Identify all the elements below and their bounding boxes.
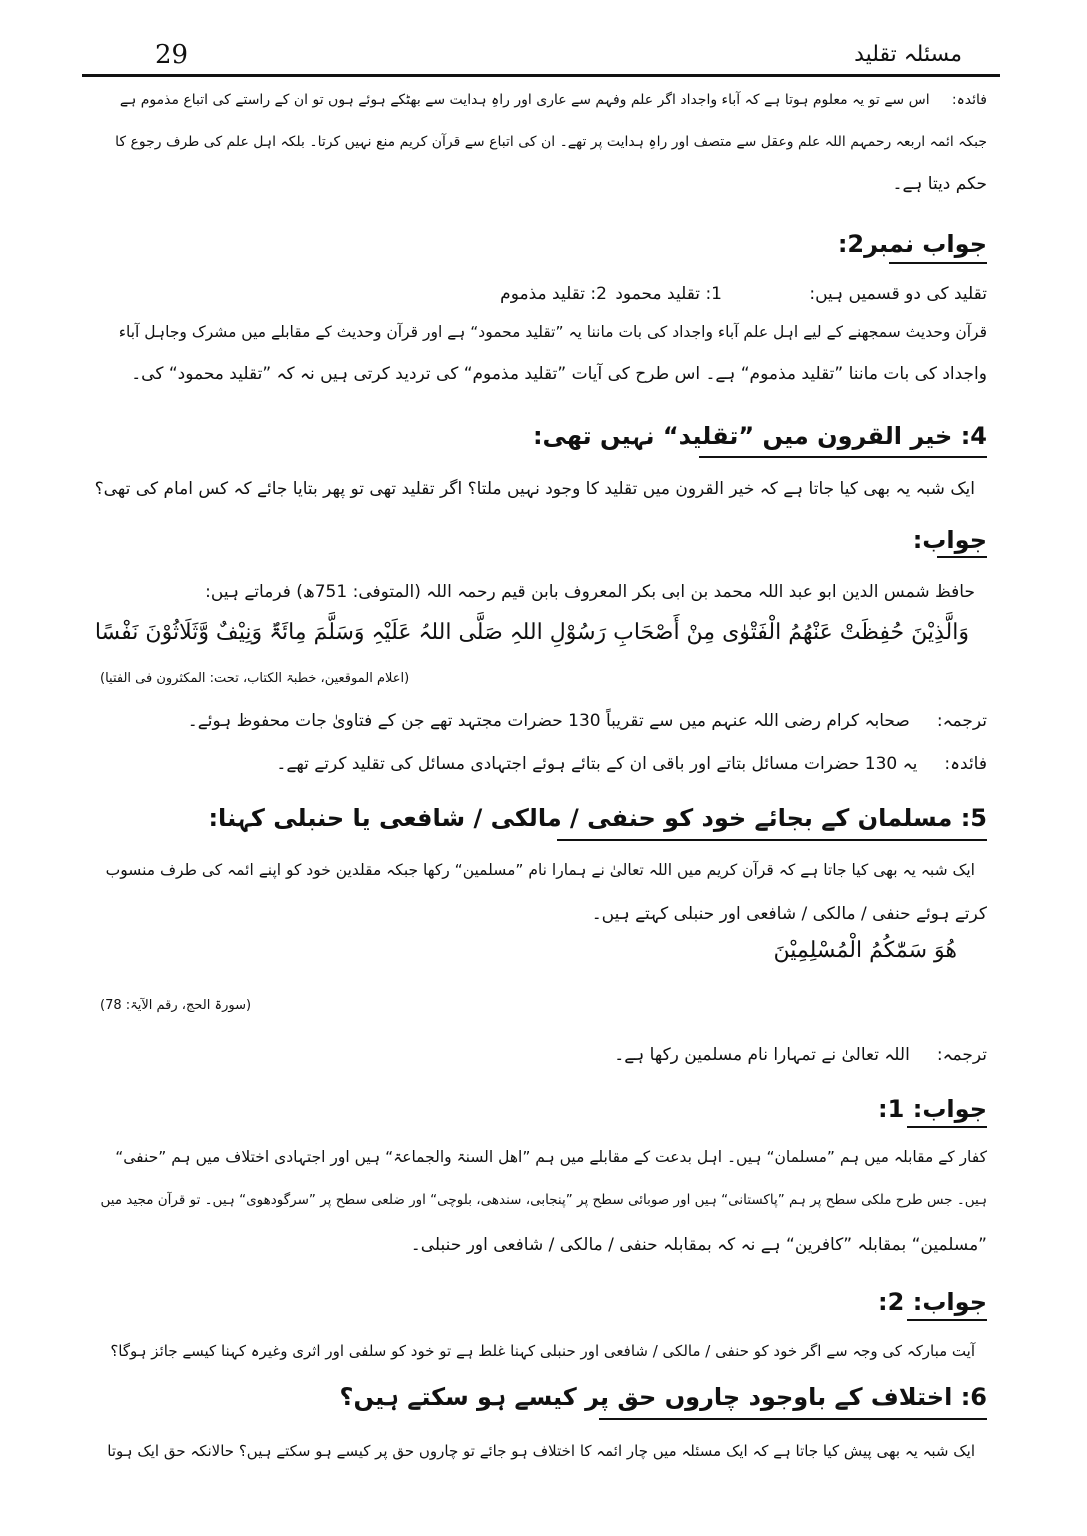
translation-2-row xyxy=(614,1047,987,1064)
answer2-heading: جواب نمبر2: xyxy=(837,230,987,258)
section6-line: ایک شبہ یہ بھی پیش کیا جاتا ہے کہ ایک مسئلہ میں چار ائمہ کا اختلاف ہو جائے تو چاروں حق پر کیسے ہو سکتے ہیں؟ حالانکہ حق ایک ہوتا xyxy=(107,1442,975,1460)
section6-heading: 6: اختلاف کے باوجود چاروں حق پر کیسے ہو سکتے ہیں؟ xyxy=(339,1383,987,1411)
section5-line-2: کرتے ہوئے حنفی / مالکی / شافعی اور حنبلی کہتے ہیں۔ xyxy=(591,904,987,924)
block1-label: فائدہ: xyxy=(951,92,987,108)
type-1: 1: تقلید محمود xyxy=(615,284,722,304)
answer-1-line-2: ہیں۔ جس طرح ملکی سطح پر ہم ”پاکستانی“ ہیں اور صوبائی سطح پر ”پنجابی، سندھی، بلوچی“ اور ضلعی سطح پر ”سرگودھوی“ ہیں۔ تو قرآن مجید میں xyxy=(100,1192,987,1208)
section4-answer-heading: جواب: xyxy=(912,526,987,554)
section4-heading: 4: خیر القرون میں ”تقلید“ نہیں تھی: xyxy=(532,422,987,450)
translation-1-label: ترجمہ: xyxy=(936,711,987,731)
reference-1: (اعلام الموقعین، خطبۃ الکتاب، تحت: المکثرون فی الفتیا) xyxy=(100,671,410,686)
block1-line-1 xyxy=(120,93,987,107)
answer-1-underline xyxy=(907,1126,987,1128)
translation-2-label: ترجمہ: xyxy=(936,1045,987,1065)
answer-2-underline xyxy=(907,1319,987,1321)
section4-underline xyxy=(699,456,987,458)
types-label: تقلید کی دو قسمیں ہیں: xyxy=(809,284,987,304)
answer2-underline xyxy=(889,262,987,264)
note-row xyxy=(276,756,987,773)
answer2-line-1: قرآن وحدیث سمجھنے کے لیے اہل علم آباء واجداد کی بات ماننا یہ ”تقلید محمود“ ہے اور قرآن وحدیث کے مقابلے میں مشرک وجاہل آباء xyxy=(118,323,987,341)
note-label: فائدہ: xyxy=(944,754,987,774)
block1-line-2: جبکہ ائمہ اربعہ رحمہم اللہ علم وعقل سے متصف اور راہِ ہدایت پر تھے۔ ان کی اتباع سے قرآن کریم منع نہیں کرتا۔ بلکہ اہل علم کی طرف رجوع کا xyxy=(115,134,987,150)
arabic-quote-1: وَالَّذِیْنَ حُفِظَتْ عَنْھُمُ الْفَتْوٰی مِنْ أَصْحَابِ رَسُوْلِ اللہِ صَلَّی اللہُ عَلَیْہِ وَسَلَّمَ مِائَۃٌ وَنِیْفٌ وَّثَلَاثُوْنَ نَفْسًا xyxy=(94,620,969,645)
type-2: 2: تقلید مذموم xyxy=(500,284,607,304)
block1-text: اس سے تو یہ معلوم ہوتا ہے کہ آباء واجداد اگر علم وفہم سے عاری اور راہِ ہدایت سے بھٹکے ہوئے ہوں تو ان کے راستے کی اتباع مذموم ہے xyxy=(119,92,930,108)
translation-1-row xyxy=(188,713,987,730)
translation-1-text: صحابہ کرام رضی اللہ عنہم میں سے تقریباً 130 حضرات مجتہد تھے جن کے فتاویٰ جات محفوظ ہوئے۔ xyxy=(187,711,910,731)
answer-2-heading: جواب: 2: xyxy=(878,1288,987,1316)
book-title: مسئلہ تقلید xyxy=(854,42,962,67)
header-rule xyxy=(82,74,1000,77)
note-text: یہ 130 حضرات مسائل بتاتے اور باقی ان کے بتائے ہوئے اجتہادی مسائل کی تقلید کرتے تھے۔ xyxy=(276,754,918,774)
translation-2-text: اللہ تعالیٰ نے تمہارا نام مسلمین رکھا ہے۔ xyxy=(614,1045,910,1065)
section5-line-1: ایک شبہ یہ بھی کیا جاتا ہے کہ قرآن کریم میں اللہ تعالیٰ نے ہمارا نام ”مسلمین“ رکھا جبکہ مقلدین خود کو اپنے ائمہ کی طرف منسوب xyxy=(105,861,975,879)
answer-1-line-1: کفار کے مقابلہ میں ہم ”مسلمان“ ہیں۔ اہل بدعت کے مقابلے میں ہم ”اھل السنۃ والجماعۃ“ ہیں اور اجتہادی اختلاف میں ہم ”حنفی“ xyxy=(115,1148,987,1166)
answer-2-line: آیت مبارکہ کی وجہ سے اگر خود کو حنفی / مالکی / شافعی اور حنبلی کہنا غلط ہے تو خود کو سلفی اور اثری وغیرہ کہنا کیسے جائز ہوگا؟ xyxy=(110,1342,975,1360)
block1-line-3: حکم دیتا ہے۔ xyxy=(892,174,987,194)
section4-answer-underline xyxy=(937,556,987,558)
section4-line: ایک شبہ یہ بھی کیا جاتا ہے کہ خیر القرون میں تقلید کا وجود نہیں ملتا؟ اگر تقلید تھی تو پھر بتایا جائے کہ کس امام کی تھی؟ xyxy=(94,479,975,499)
reference-2: (سورۃ الحج، رقم الآیۃ: 78) xyxy=(100,998,252,1013)
answer-1-line-3: ”مسلمین“ بمقابلہ ”کافرین“ ہے نہ کہ بمقابلہ حنفی / مالکی / شافعی اور حنبلی۔ xyxy=(410,1235,987,1255)
section6-underline xyxy=(599,1418,987,1420)
quote-intro: حافظ شمس الدین ابو عبد اللہ محمد بن ابی بکر المعروف بابن قیم رحمہ اللہ (المتوفی: 751ھ) فرماتے ہیں: xyxy=(205,582,975,602)
section5-heading: 5: مسلمان کے بجائے خود کو حنفی / مالکی / شافعی یا حنبلی کہنا: xyxy=(208,804,987,832)
page-number: 29 xyxy=(155,40,189,70)
answer2-line-2: واجداد کی بات ماننا ”تقلید مذموم“ ہے۔ اس طرح کی آیات ”تقلید مذموم“ کی تردید کرتی ہیں نہ کہ ”تقلید محمود“ کی۔ xyxy=(131,364,987,384)
answer-1-heading: جواب: 1: xyxy=(878,1095,987,1123)
arabic-quote-2: ھُوَ سَمّٰکُمُ الْمُسْلِمِیْنَ xyxy=(773,938,957,963)
section5-underline xyxy=(557,839,987,841)
